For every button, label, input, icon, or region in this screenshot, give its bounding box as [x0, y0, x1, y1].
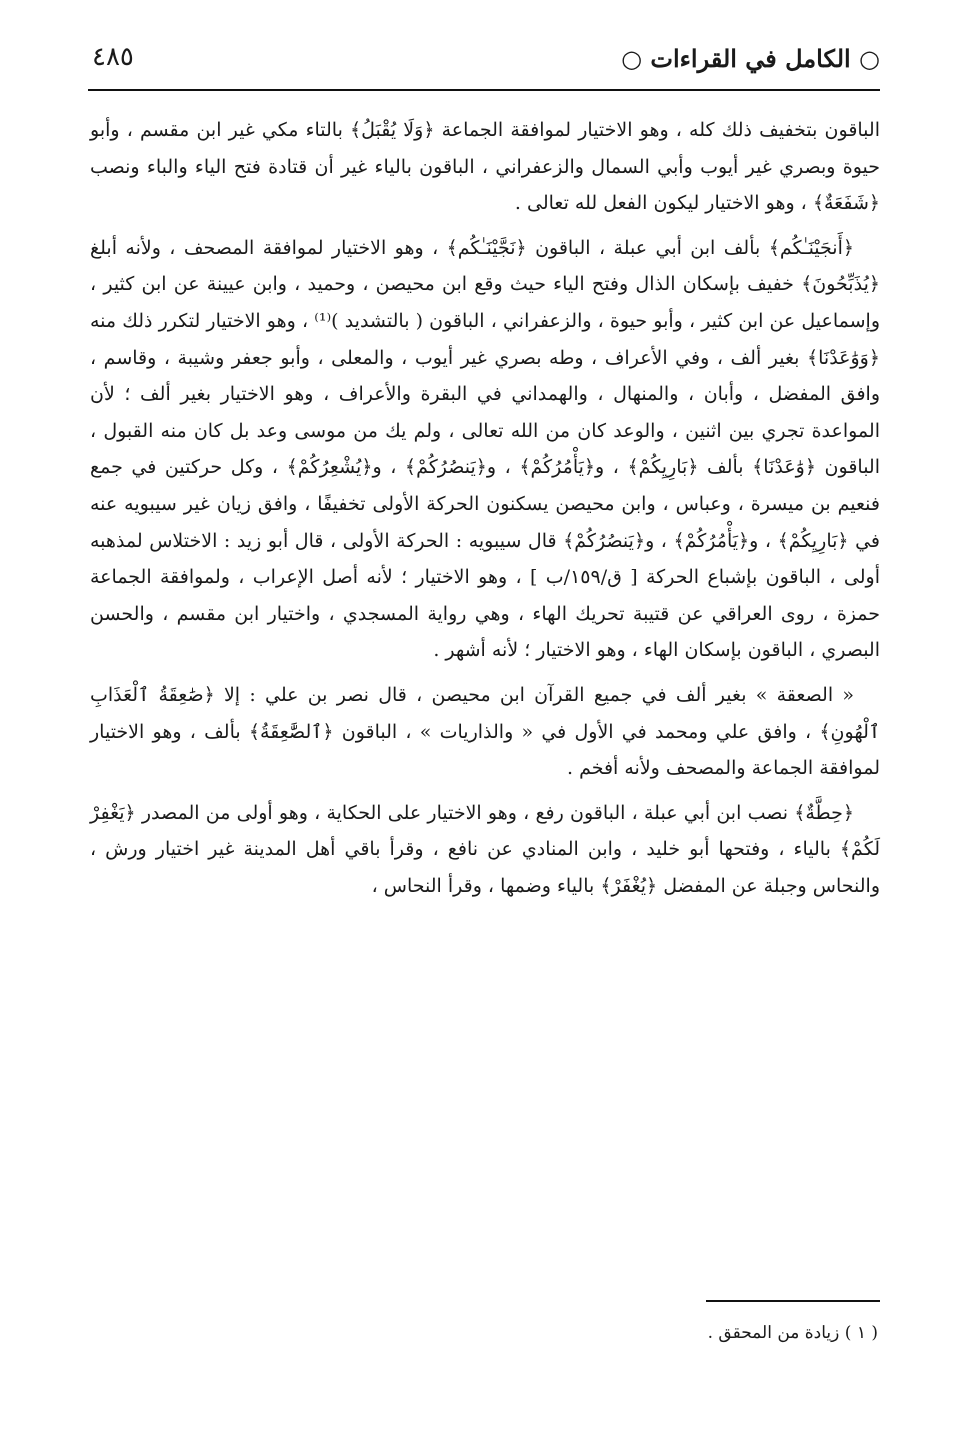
running-title: ○ الكامل في القراءات ○ [621, 44, 880, 73]
paragraph: ﴿أَنجَيْنَـٰكُم﴾ بألف ابن أبي عبلة ، الباقون ﴿نَجَّيْنَـٰكُم﴾ ، وهو الاختيار لموافقة المصحف ، ولأنه أبلغ ﴿يُذَبِّحُونَ﴾ خفيف بإسكان الذال وفتح الياء حيث وقع ابن محيصن ، وحميد ، وابن عيينة عن ابن كثير ، وإسماعيل عن ابن كثير ، وأبو حيوة ، والزعفراني ، الباقون ( بالتشديد )⁽¹⁾ ، وهو الاختيار لتكرر ذلك منه ﴿وَوَٰعَدْنَا﴾ بغير ألف ، وفي الأعراف ، وطه بصري غير أيوب ، والمعلى ، وأبو جعفر وشيبة ، وقاسم ، وافق المفضل ، وأبان ، والمنهال ، والهمداني في البقرة والأعراف ، وهو الاختيار بغير ألف ؛ لأن المواعدة تجري بين اثنين ، والوعد كان من الله تعالى ، ولم يك من موسى وعد بل كان منه القبول ، الباقون ﴿وَٰعَدْنَا﴾ بألف ﴿بَارِيِكُمْ﴾ ، و﴿يَأْمُرُكُمْ﴾ ، و﴿يَنصُرُكُمْ﴾ ، و﴿يُشْعِرُكُمْ﴾ ، وكل حركتين في جمع فنعيم بن ميسرة ، وعباس ، وابن محيصن يسكنون الحركة الأولى تخفيفًا ، وافق زيان غير سيبويه عنه في ﴿بَارِيِكُمْ﴾ ، و﴿يَأْمُرُكُمْ﴾ ، و﴿يَنصُرُكُمْ﴾ قال سيبويه : الحركة الأولى ، قال أبو زيد : الاختلاس لمذهبه أولى ، الباقون بإشباع الحركة [ ق/١٥٩/ب ] ، وهو الاختيار ؛ لأنه أصل الإعراب ، ولموافقة الجماعة حمزة ، روى العراقي عن قتيبة تحريك الهاء ، وهي رواية المسجدي ، واختيار ابن مقسم ، والحسن البصري ، الباقون بإسكان الهاء ، وهو الاختيار ؛ لأنه أشهر . [90, 236, 880, 662]
paragraph: ﴿حِطَّةٌ﴾ نصب ابن أبي عبلة ، الباقون رفع ، وهو الاختيار على الحكاية ، وهو أولى من المصدر ﴿يَغْفِرْ لَكُمْ﴾ بالياء ، وفتحها أبو خليد ، وابن المنادي عن نافع ، وقرأ باقي أهل المدينة غير اختيار ورش ، والنحاس وجبلة عن المفضل ﴿يُغْفَرْ﴾ بالياء وضمها ، وقرأ النحاس ، [90, 801, 880, 897]
page-number: ٤٨٥ [92, 42, 134, 72]
footnote: ( ١ ) زيادة من المحقق . [707, 1323, 878, 1343]
paragraph: الباقون بتخفيف ذلك كله ، وهو الاختيار لموافقة الجماعة ﴿وَلَا يُقْبَلُ﴾ بالتاء مكي غير ابن مقسم ، وأبو حيوة وبصري غير أيوب وأبي السمال والزعفراني ، الباقون بالياء غير أن قتادة فتح الياء والباء ونصب ﴿شَفَعَةٌ﴾ ، وهو الاختيار ليكون الفعل لله تعالى . [90, 119, 880, 215]
page-header [88, 36, 880, 86]
main-text [90, 112, 880, 912]
header-divider [88, 89, 880, 91]
footnote-divider [706, 1300, 880, 1302]
paragraph: « الصعقة » بغير ألف في جميع القرآن ابن محيصن ، قال نصر بن علي : إلا ﴿صَٰعِقَةُ ٱلْعَذَابِ ٱلْهُونِ﴾ ، وافق علي ومحمد في الأول في « والذاريات » ، الباقون ﴿ٱلصَّٰعِقَةُ﴾ بألف ، وهو الاختيار لموافقة الجماعة والمصحف ولأنه أفخم . [90, 683, 880, 780]
